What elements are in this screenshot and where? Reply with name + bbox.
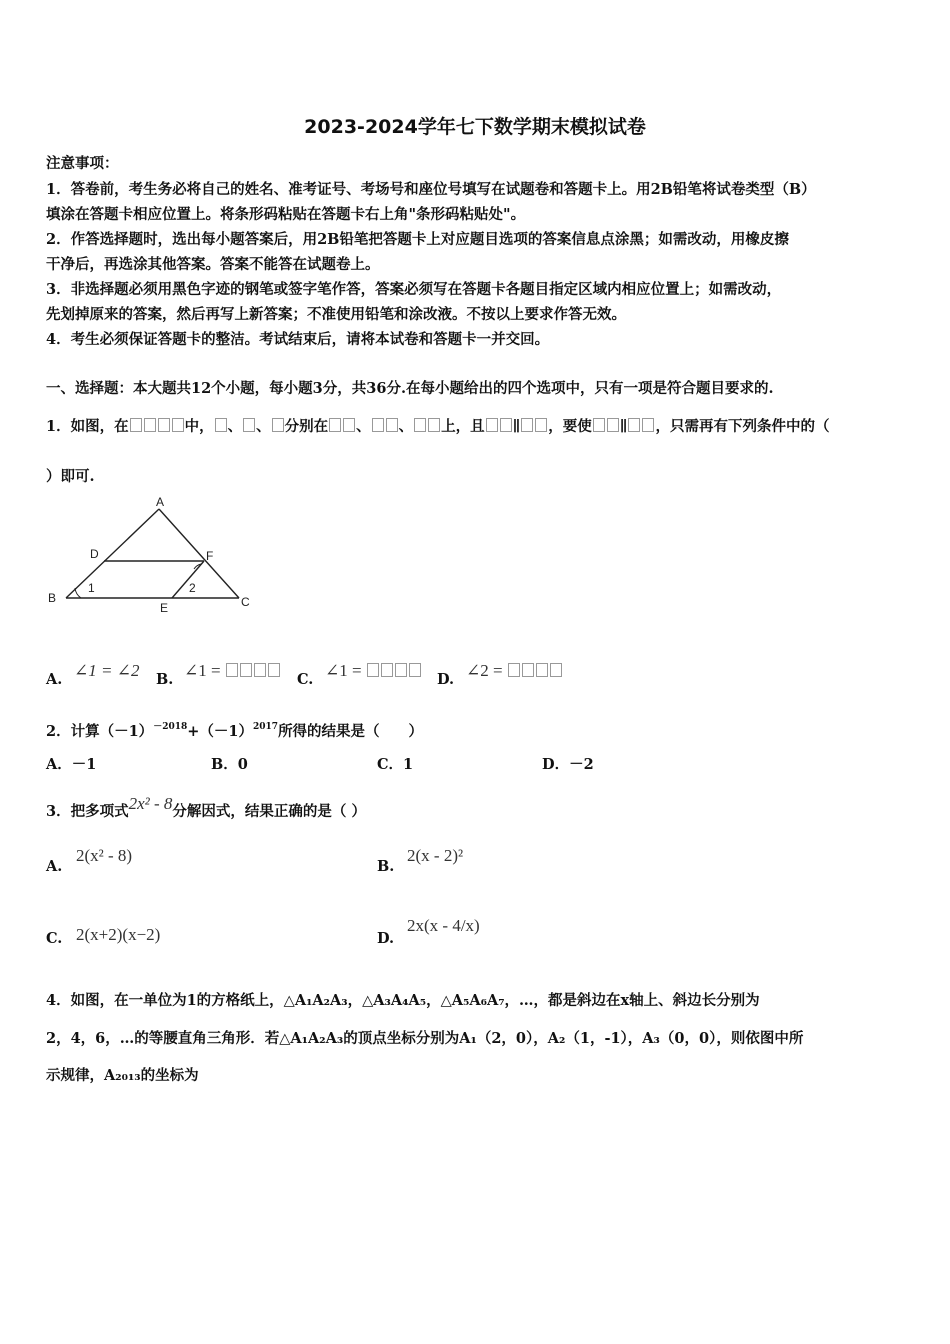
missing-glyph [486,418,498,432]
missing-glyph [628,418,640,432]
missing-glyph [158,418,170,432]
q1-option-d-math [466,661,563,681]
q3-option-d-math: 2x(x - 4/x) [407,916,480,935]
notice-line: 先划掉原来的答案，然后再写上新答案；不准使用铅笔和涂改液。不按以上要求作答无效。 [46,306,626,323]
q1-option-b-label[interactable]: B. [156,671,174,688]
q2-text-part: 2．计算（－1） [46,723,154,740]
q1-option-d-label[interactable]: D. [437,671,455,688]
label-d: D [90,547,99,561]
missing-glyph [386,418,398,432]
q1-text-part: 1．如图，在 [46,418,129,435]
q1-option-c-label[interactable]: C. [297,671,314,688]
notice-line: 1．答卷前，考生务必将自己的姓名、准考证号、考场号和座位号填写在试题卷和答题卡上。用2B铅笔将试卷类型（B） [46,181,816,198]
question-3-text [46,794,366,821]
q3-option-a-label[interactable]: A. [46,858,63,875]
question-4-line: 2，4，6，…的等腰直角三角形．若△A₁A₂A₃的顶点坐标分别为A₁（2，0），A₂（1，-1），A₃（0，0），则依图中所 [46,1030,804,1047]
q1-text-part: ，要使 [548,418,592,435]
missing-glyph [343,418,355,432]
page-title: 2023-2024学年七下数学期末模拟试卷 [304,116,646,138]
missing-glyph [243,418,255,432]
missing-glyph [272,418,284,432]
notice-line: 2．作答选择题时，选出每小题答案后，用2B铅笔把答题卡上对应题目选项的答案信息点涂黑；如需改动，用橡皮擦 [46,231,789,248]
q3-option-b-math: 2(x - 2)² [407,846,464,865]
q3-option-c-label[interactable]: C. [46,930,63,947]
missing-glyph [500,418,512,432]
missing-glyph [414,418,426,432]
q1-option-a-math: ∠1 = ∠2 [74,661,140,680]
angle-1-label: 1 [88,581,95,595]
triangle-figure [44,494,264,619]
q3-polynomial: 2x² - 8 [128,794,173,813]
q1-option-b-formula: ∠1 = [184,661,221,680]
missing-glyph [428,418,440,432]
q2-option-a[interactable]: A．－1 [46,756,97,773]
missing-glyph [144,418,156,432]
q1-option-b-math [184,661,281,681]
missing-glyph [521,418,533,432]
q1-text-part: 中， [184,418,214,435]
label-a: A [156,495,165,509]
q3-option-c-math: 2(x+2)(x−2) [76,925,161,944]
angle-2-label: 2 [189,581,196,595]
q2-option-d[interactable]: D．－2 [542,756,594,773]
q1-option-c-math [325,661,422,681]
label-f: F [206,549,214,563]
missing-glyph [372,418,384,432]
question-2-text [46,719,423,741]
notice-line: 3．非选择题必须用黑色字迹的钢笔或签字笔作答，答案必须写在答题卡各题目指定区域内相应位置上；如需改动， [46,281,782,298]
missing-glyph [607,418,619,432]
missing-glyph [535,418,547,432]
notice-line: 填涂在答题卡相应位置上。将条形码粘贴在答题卡右上角"条形码粘贴处"。 [46,206,526,223]
q2-text-part: +（－1） [187,723,253,740]
q3-text-part: 分解因式，结果正确的是（ ） [172,803,366,820]
label-e: E [160,601,169,615]
q1-text-part: ，只需再有下列条件中的（ [655,418,830,435]
q2-option-c[interactable]: C．1 [377,756,414,773]
q1-option-a-label[interactable]: A. [46,671,63,688]
missing-glyph [593,418,605,432]
q2-text-part: 所得的结果是（ ） [278,723,424,740]
q1-text-part: 分别在 [284,418,329,435]
q3-text-part: 3．把多项式 [46,803,129,820]
q2-exponent: 2017 [253,722,279,732]
q3-option-d-label[interactable]: D. [377,930,395,947]
notice-line: 4．考生必须保证答题卡的整洁。考试结束后，请将本试卷和答题卡一并交回。 [46,331,550,348]
question-1-continuation: ）即可. [46,468,95,485]
q3-option-b-label[interactable]: B. [377,858,395,875]
question-1-text: 1．如图，在 中， 、 、 分别在 、 、 上，且 ∥ ，要使 ∥ ，只需再有下列条件中的（ [46,418,830,435]
q2-exponent: －2018 [153,722,188,732]
question-4-line: 4．如图，在一单位为1的方格纸上，△A₁A₂A₃，△A₃A₄A₅，△A₅A₆A₇，…，都是斜边在x轴上、斜边长分别为 [46,992,760,1009]
question-4-line: 示规律，A₂₀₁₃的坐标为 [46,1067,199,1084]
missing-glyph [130,418,142,432]
section-heading: 一、选择题：本大题共12个小题，每小题3分，共36分.在每小题给出的四个选项中，只有一项是符合题目要求的. [46,380,774,397]
q1-text-part: 上，且 [441,418,485,435]
label-c: C [241,595,250,609]
label-b: B [48,591,57,605]
notice-heading: 注意事项： [46,155,119,172]
q2-option-b[interactable]: B．0 [211,756,248,773]
missing-glyph [642,418,654,432]
notice-line: 干净后，再选涂其他答案。答案不能答在试题卷上。 [46,256,380,273]
q1-option-d-formula: ∠2 = [466,661,503,680]
missing-glyph [172,418,184,432]
missing-glyph [329,418,341,432]
missing-glyph [215,418,227,432]
q1-option-c-formula: ∠1 = [325,661,362,680]
q3-option-a-math: 2(x² - 8) [76,846,133,865]
